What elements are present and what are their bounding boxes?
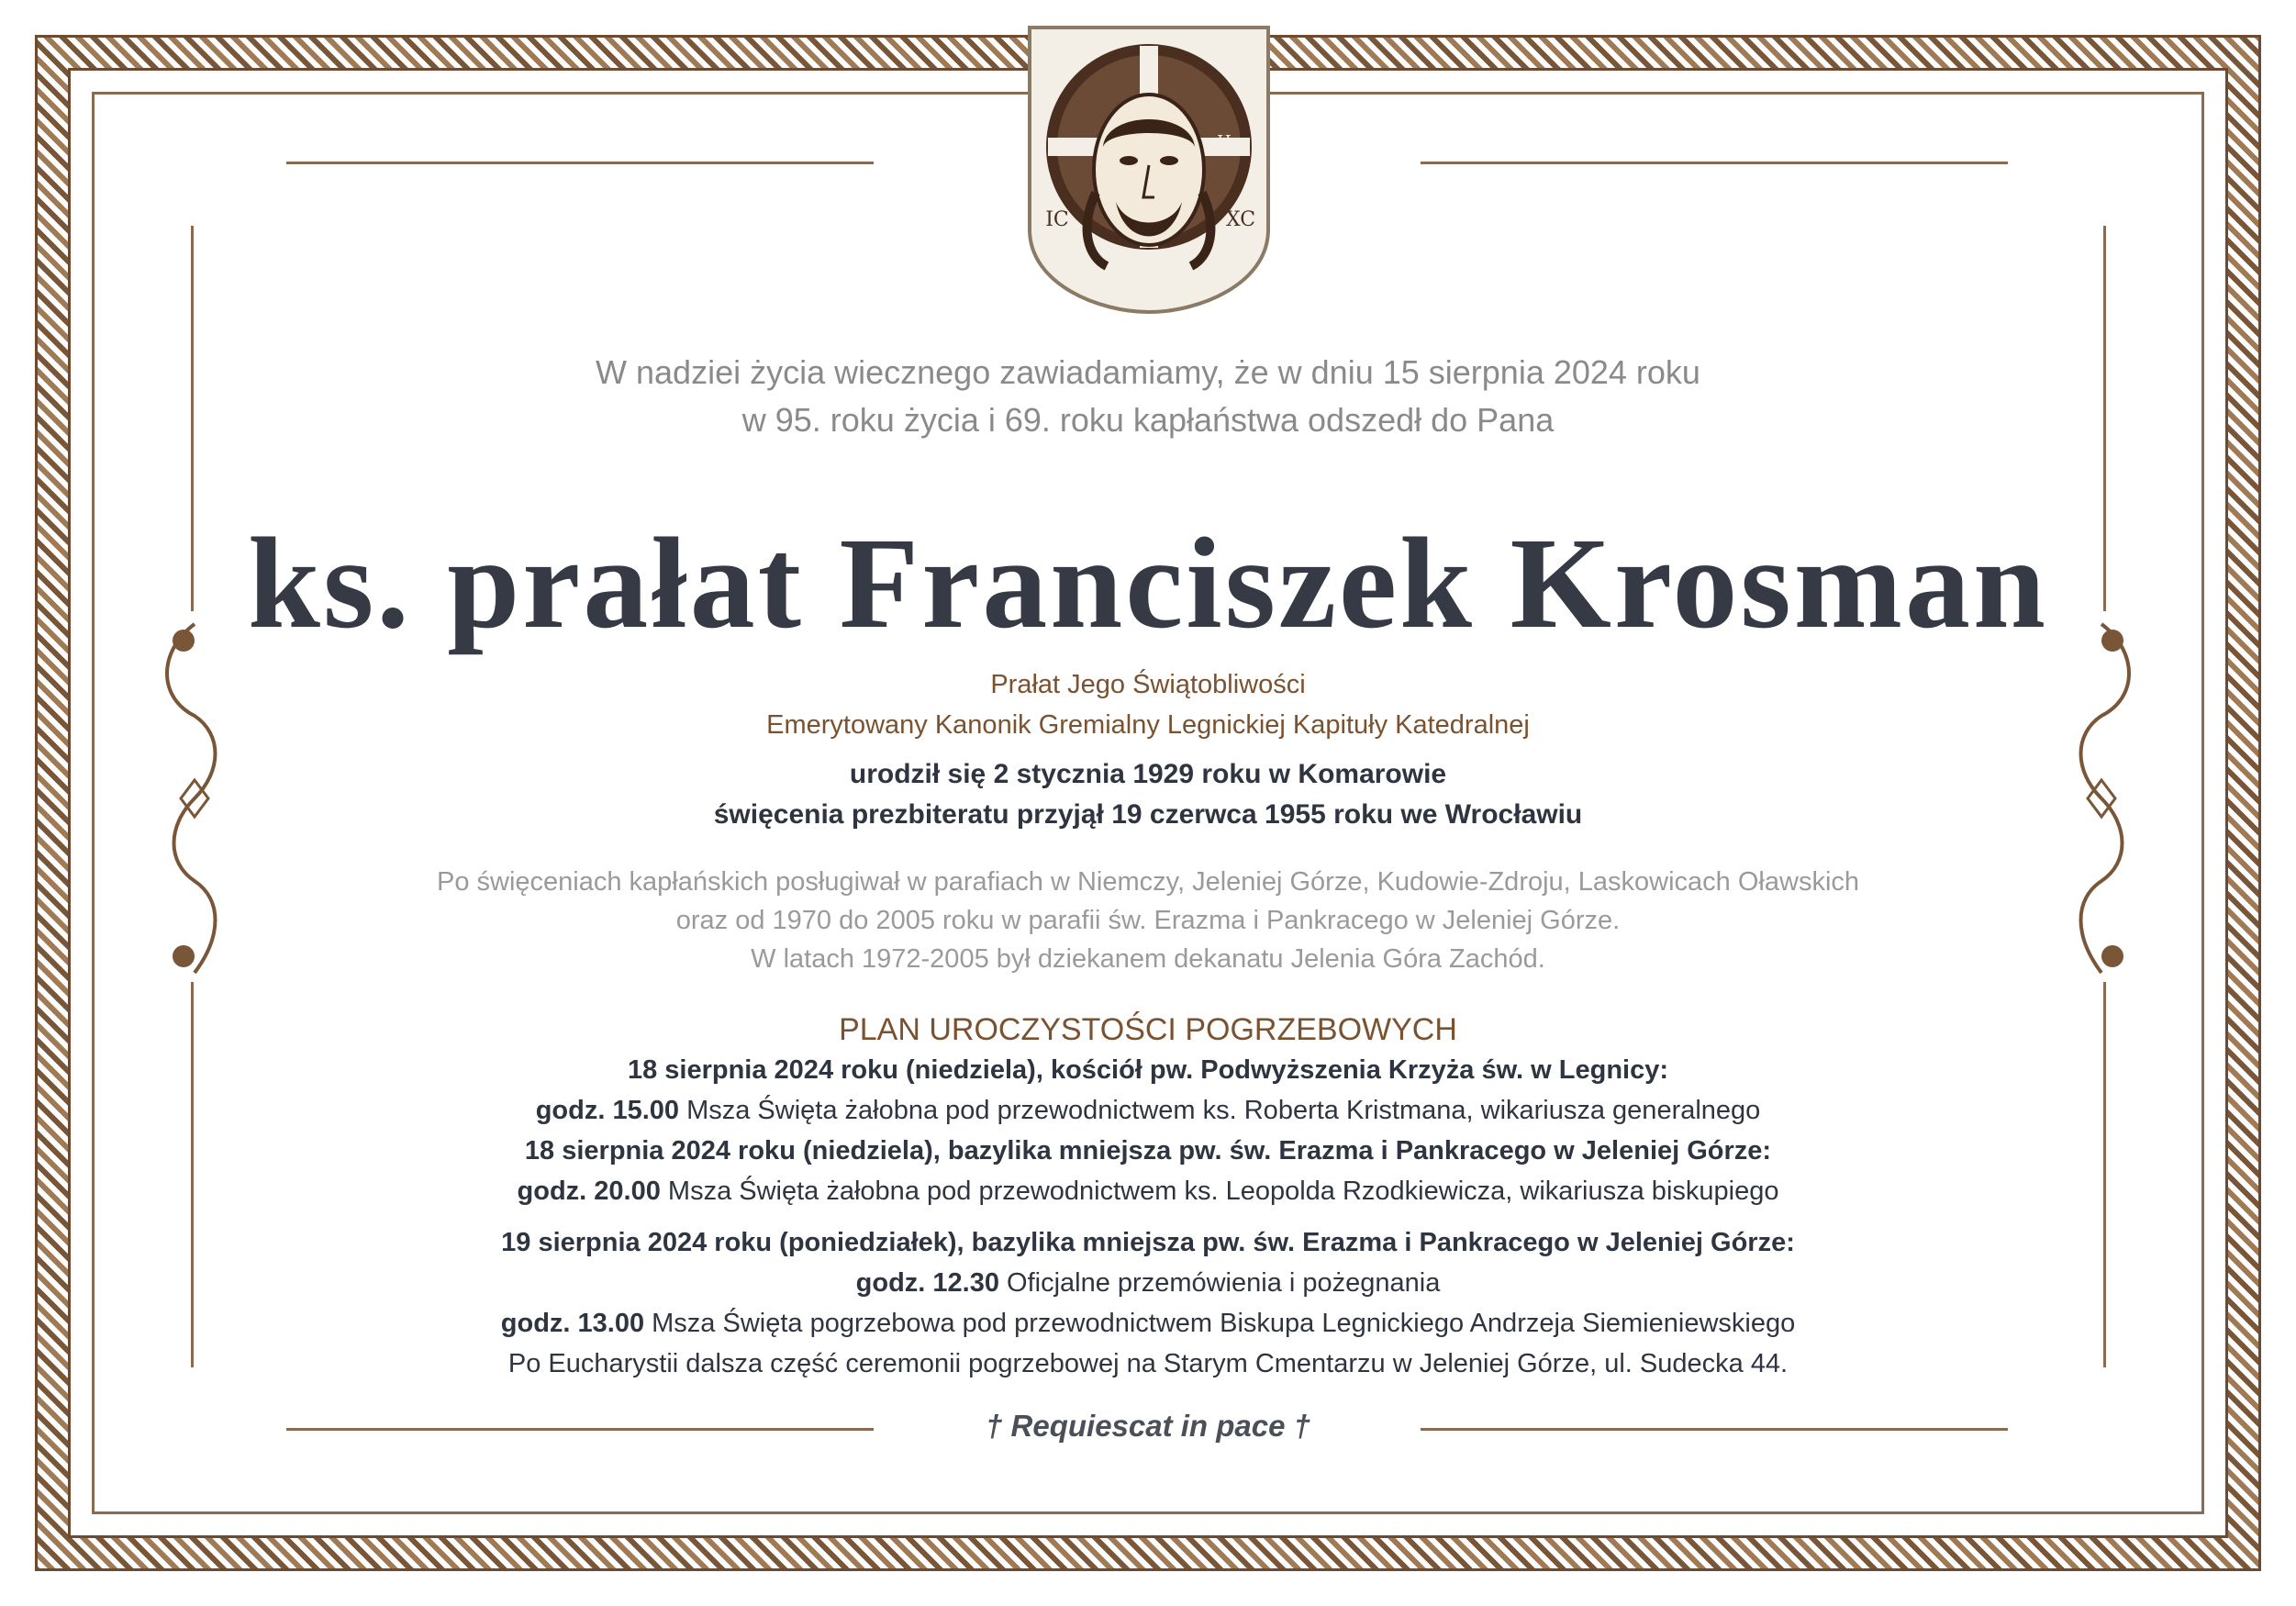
svg-text:ω: ω xyxy=(1066,132,1081,151)
title-line-2: Emerytowany Kanonik Gremialny Legnickiej Kapituły Katedralnej xyxy=(766,710,1530,740)
christ-icon xyxy=(1015,9,1283,321)
funeral-plan xyxy=(0,1050,2296,1384)
plan-time-1230: godz. 12.30 xyxy=(855,1268,999,1298)
ordination-line: święcenia prezbiteratu przyjął 19 czerwca 1955 roku we Wrocławiu xyxy=(713,799,1583,830)
plan-line-8: Po Eucharystii dalsza część ceremonii pogrzebowej na Starym Cmentarzu w Jeleniej Górze, ul. Sudecka 44. xyxy=(507,1349,1789,1378)
plan-day-1-legnica xyxy=(0,1050,2296,1090)
bio-line-3: W latach 1972-2005 był dziekanem dekanatu Jelenia Góra Zachód. xyxy=(751,944,1545,974)
plan-line-6 xyxy=(0,1263,2296,1303)
funeral-plan-heading: PLAN UROCZYSTOŚCI POGRZEBOWYCH xyxy=(839,1012,1457,1047)
plan-text-1300: Msza Święta pogrzebowa pod przewodnictwem Biskupa Legnickiego Andrzeja Siemieniewskiego xyxy=(644,1309,1796,1338)
requiescat: † Requiescat in pace † xyxy=(986,1409,1310,1443)
titles-block xyxy=(0,664,2296,745)
plan-time-1300: godz. 13.00 xyxy=(500,1309,645,1338)
svg-text:H: H xyxy=(1217,132,1232,151)
plan-text-1230: Oficjalne przemówienia i pożegnania xyxy=(998,1268,1441,1298)
plan-time-1500: godz. 15.00 xyxy=(535,1096,680,1125)
bio-line-2: oraz od 1970 do 2005 roku w parafii św. Erazma i Pankracego w Jeleniej Górze. xyxy=(675,906,1621,935)
birth-line: urodził się 2 stycznia 1929 roku w Komarowie xyxy=(849,759,1447,789)
top-left-rule xyxy=(286,162,874,164)
plan-line-5: 19 sierpnia 2024 roku (poniedziałek), bazylika mniejsza pw. św. Erazma i Pankracego w Jeleniej Górze: xyxy=(501,1228,1795,1257)
birth-ordination xyxy=(0,754,2296,835)
top-right-rule xyxy=(1421,162,2008,164)
svg-text:IC: IC xyxy=(1045,208,1069,231)
plan-line-4 xyxy=(0,1171,2296,1211)
deceased-name: ks. prałat Franciszek Krosman xyxy=(248,510,2048,655)
intro-line-2: w 95. roku życia i 69. roku kapłaństwa odszedł do Pana xyxy=(741,401,1555,439)
plan-line-2 xyxy=(0,1090,2296,1131)
plan-day-1-jelenia xyxy=(0,1131,2296,1171)
ministry-bio xyxy=(0,863,2296,978)
plan-line-1: 18 sierpnia 2024 roku (niedziela), kościół pw. Podwyższenia Krzyża św. w Legnicy: xyxy=(627,1055,1669,1085)
plan-text-2000: Msza Święta żałobna pod przewodnictwem ks. Leopolda Rzodkiewicza, wikariusza biskupiego xyxy=(660,1177,1779,1206)
bio-line-1: Po święceniach kapłańskich posługiwał w parafiach w Niemczy, Jeleniej Górze, Kudowie-Zdroju, Laskowicach Oławskich xyxy=(436,867,1860,897)
plan-line-3: 18 sierpnia 2024 roku (niedziela), bazylika mniejsza pw. św. Erazma i Pankracego w Jeleniej Górze: xyxy=(524,1136,1772,1165)
svg-text:A: A xyxy=(1142,51,1155,71)
intro-line-1: W nadziei życia wiecznego zawiadamiamy, że w dniu 15 sierpnia 2024 roku xyxy=(596,353,1700,391)
svg-text:XC: XC xyxy=(1225,208,1256,231)
plan-line-7 xyxy=(0,1303,2296,1344)
intro-text xyxy=(0,349,2296,444)
title-line-1: Prałat Jego Świątobliwości xyxy=(990,670,1306,699)
plan-text-1500: Msza Święta żałobna pod przewodnictwem ks. Roberta Kristmana, wikariusza generalnego xyxy=(679,1096,1761,1125)
plan-day-2 xyxy=(0,1222,2296,1263)
plan-time-2000: godz. 20.00 xyxy=(517,1177,661,1206)
